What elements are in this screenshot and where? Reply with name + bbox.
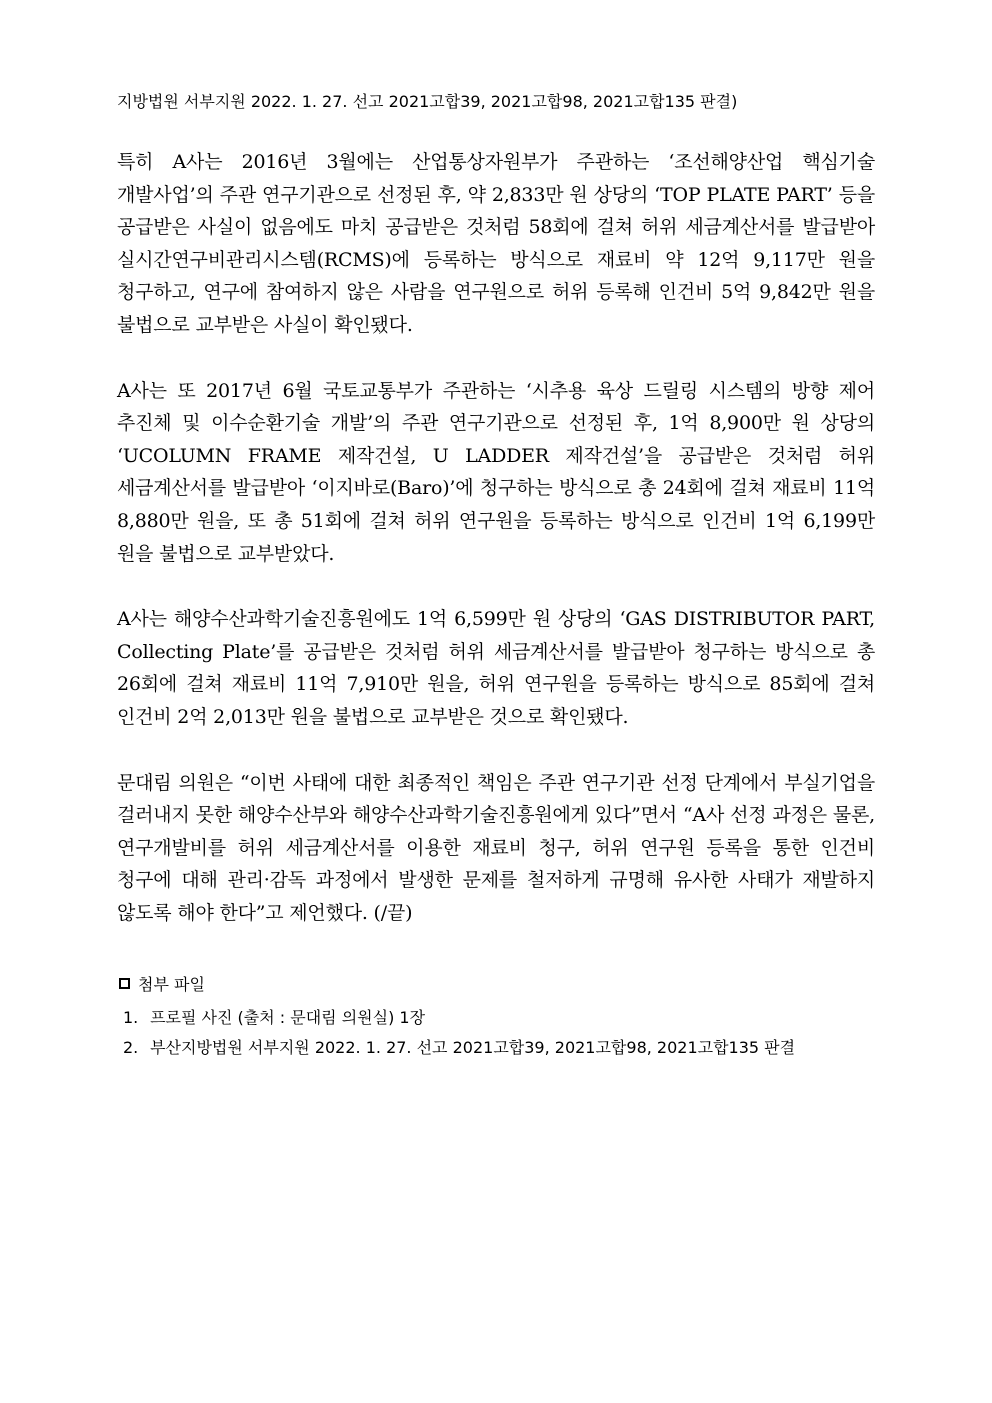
paragraph-2: A사는 또 2017년 6월 국토교통부가 주관하는 ‘시추용 육상 드릴링 시스템의 방향 제어 추진체 및 이수순환기술 개발’의 주관 연구기관으로 선정된 후, 1억 8,900만 원 상당의 ‘UCOLUMN FRAME 제작건설, U LADDER 제작건설’을 공급받은 것처럼 허위 세금계산서를 발급받아 ‘이지바로(Baro)’에 청구하는 방식으로 총 24회에 걸쳐 재료비 11억 8,880만 원을, 또 총 51회에 걸쳐 허위 연구원을 등록하는 방식으로 인건비 1억 6,199만 원을 불법으로 교부받았다.: [117, 379, 875, 565]
document-page: [117, 90, 875, 1063]
attachment-text: 부산지방법원 서부지원 2022. 1. 27. 선고 2021고합39, 2021고합98, 2021고합135 판결: [150, 1038, 796, 1058]
attachment-text: 프로필 사진 (출처 : 문대림 의원실) 1장: [150, 1008, 426, 1028]
paragraph-4: 문대림 의원은 “이번 사태에 대한 최종적인 책임은 주관 연구기관 선정 단계에서 부실기업을 걸러내지 못한 해양수산부와 해양수산과학기술진흥원에게 있다”면서 “A사 선정 과정은 물론, 연구개발비를 허위 세금계산서를 이용한 재료비 청구, 허위 연구원 등록을 통한 인건비 청구에 대해 관리·감독 과정에서 발생한 문제를 철저하게 규명해 유사한 사태가 재발하지 않도록 해야 한다”고 제언했다. (/끝): [117, 771, 875, 924]
attachments-heading-row: [117, 969, 875, 997]
paragraph-3: A사는 해양수산과학기술진흥원에도 1억 6,599만 원 상당의 ‘GAS DISTRIBUTOR PART, Collecting Plate’를 공급받은 것처럼 허위 세금계산서를 발급받아 청구하는 방식으로 총 26회에 걸쳐 재료비 11억 7,910만 원을, 허위 연구원을 등록하는 방식으로 85회에 걸쳐 인건비 2억 2,013만 원을 불법으로 교부받은 것으로 확인됐다.: [117, 608, 875, 728]
square-bullet-icon: [119, 978, 130, 989]
attachment-item: [117, 1003, 875, 1033]
attachments-section: [117, 969, 875, 1063]
attachment-number: 2.: [123, 1038, 139, 1058]
paragraph-1: 특히 A사는 2016년 3월에는 산업통상자원부가 주관하는 ‘조선해양산업 핵심기술 개발사업’의 주관 연구기관으로 선정된 후, 약 2,833만 원 상당의 ‘TOP PLATE PART’ 등을 공급받은 사실이 없음에도 마치 공급받은 것처럼 58회에 걸쳐 허위 세금계산서를 발급받아 실시간연구비관리시스템(RCMS)에 등록하는 방식으로 재료비 약 12억 9,117만 원을 청구하고, 연구에 참여하지 않은 사람을 연구원으로 허위 등록해 인건비 5억 9,842만 원을 불법으로 교부받은 사실이 확인됐다.: [117, 151, 875, 336]
header-line: 지방법원 서부지원 2022. 1. 27. 선고 2021고합39, 2021고합98, 2021고합135 판결): [117, 92, 738, 111]
attachment-item: [117, 1033, 875, 1063]
attachment-number: 1.: [123, 1008, 139, 1028]
attachments-heading: 첨부 파일: [138, 974, 205, 994]
